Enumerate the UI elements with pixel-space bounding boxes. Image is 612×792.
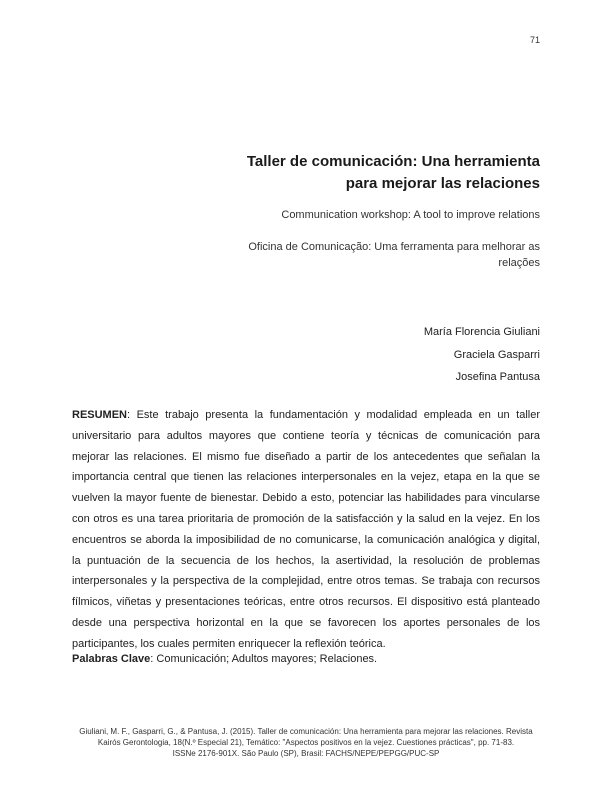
page-number: 71 xyxy=(529,35,540,45)
article-title-line-1: Taller de comunicación: Una herramienta xyxy=(246,153,540,170)
abstract xyxy=(72,405,540,655)
article-title-line-2: para mejorar las relaciones xyxy=(345,175,540,192)
author-name: Graciela Gasparri xyxy=(453,348,540,361)
keywords-text: : Comunicación; Adultos mayores; Relaciones. xyxy=(150,653,378,665)
portuguese-title: Oficina de Comunicação: Uma ferramenta para melhorar as relações xyxy=(248,241,540,269)
article-title xyxy=(120,151,540,195)
citation-line-3: ISSNe 2176-901X. São Paulo (SP), Brasil: FACHS/NEPE/PEPGG/PUC-SP xyxy=(172,749,440,758)
citation-line-1: Giuliani, M. F., Gasparri, G., & Pantusa, J. (2015). Taller de comunicación: Una herramienta para mejorar las relaciones. Revista xyxy=(79,727,533,736)
citation-footer xyxy=(72,726,540,759)
author-list xyxy=(424,321,540,389)
abstract-label: RESUMEN xyxy=(72,409,128,421)
citation-line-2: Kairós Gerontologia, 18(N.º Especial 21), Temático: "Aspectos positivos en la vejez. Cuestiones prácticas", pp. 71-83. xyxy=(97,738,515,747)
author-name: Josefina Pantusa xyxy=(455,371,540,383)
keywords xyxy=(72,653,540,665)
abstract-text: : Este trabajo presenta la fundamentación y modalidad empleada en un taller universitario para adultos mayores que contiene teoría y técnicas de comunicación para mejorar las relaciones. El mismo fue diseñado a partir de los antecedentes que señalan la importancia central que tienen las relaciones interpersonales en la vejez, etapa en la que se vuelven la mayor fuente de bienestar. Debido a esto, potenciar las habilidades para vincularse con otros es una tarea prioritaria de promoción de la satisfacción y la salud en la vejez. En los encuentros se aborda la imposibilidad de no comunicarse, la comunicación analógica y digital, la puntuación de la secuencia de los hechos, la asertividad, la resolución de problemas interpersonales y la perspectiva de la complejidad, entre otros temas. Se trabaja con recursos fílmicos, viñetas y presentaciones teóricas, entre otros recursos. El dispositivo está planteado desde una perspectiva horizontal en la que se favorecen los aportes personales de los participantes, los cuales permiten enriquecer la reflexión teórica. xyxy=(72,409,540,650)
keywords-label: Palabras Clave xyxy=(72,653,151,665)
author-name: María Florencia Giuliani xyxy=(423,326,540,338)
english-title: Communication workshop: A tool to improve relations xyxy=(281,209,540,221)
